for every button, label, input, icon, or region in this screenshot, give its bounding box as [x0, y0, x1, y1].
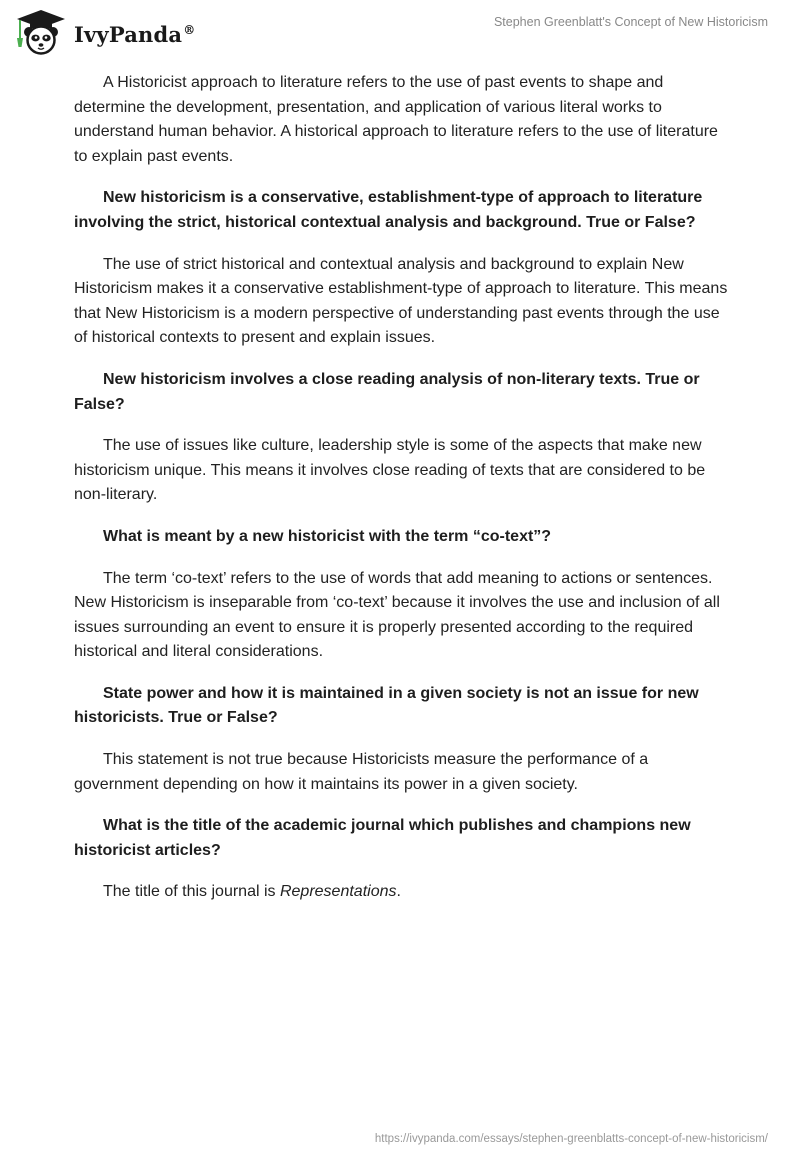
question-heading: New historicism is a conservative, establishment-type of approach to literature involving the strict, historical contextual analysis and background. True or False? [74, 189, 703, 231]
answer-paragraph: The term ‘co-text’ refers to the use of words that add meaning to actions or sentences. New Historicism is inseparable from ‘co-text’ because it involves the use and inclusion of all issues surrounding an event to ensure it is properly presented according to the required historical and literal considerations. [74, 569, 720, 661]
final-answer-suffix: . [396, 883, 401, 901]
question-heading: What is meant by a new historicist with the term “co-text”? [103, 527, 552, 545]
document-title: Stephen Greenblatt's Concept of New Historicism [493, 15, 768, 29]
journal-title: Representations [279, 883, 397, 901]
brand-logo[interactable] [14, 8, 195, 56]
registered-mark: ® [183, 22, 196, 37]
panda-graduation-cap-icon [14, 8, 68, 56]
answer-paragraph: This statement is not true because Historicists measure the performance of a government depending on how it maintains its power in a given society. [74, 751, 649, 793]
question-heading: New historicism involves a close reading analysis of non-literary texts. True or False? [74, 370, 700, 413]
answer-paragraph: The use of strict historical and contextual analysis and background to explain New Historicism makes it a conservative establishment-type of approach to literature. This means that New Historicism is a modern perspective of understanding past events through the use of historical contexts to present and explain issues. [74, 255, 728, 347]
answer-paragraph: A Historicist approach to literature refers to the use of past events to shape and determine the development, presentation, and application of various literal works to understand human behavior. A historical approach to literature refers to the use of literature to explain past events. [74, 74, 718, 165]
question-heading: What is the title of the academic journal which publishes and champions new historicist articles? [74, 817, 691, 859]
final-answer-paragraph [74, 880, 730, 905]
brand-name: IvyPanda® [74, 21, 196, 47]
question-heading: State power and how it is maintained in a given society is not an issue for new historicists. True or False? [74, 684, 699, 727]
answer-paragraph: The use of issues like culture, leadership style is some of the aspects that make new historicism unique. This means it involves close reading of texts that are considered to be non-literary. [74, 437, 706, 504]
source-url[interactable]: https://ivypanda.com/essays/stephen-greenblatts-concept-of-new-historicism/ [374, 1133, 768, 1145]
article-body [74, 71, 730, 922]
page-header [0, 0, 800, 70]
final-answer-prefix: The title of this journal is [103, 883, 280, 901]
